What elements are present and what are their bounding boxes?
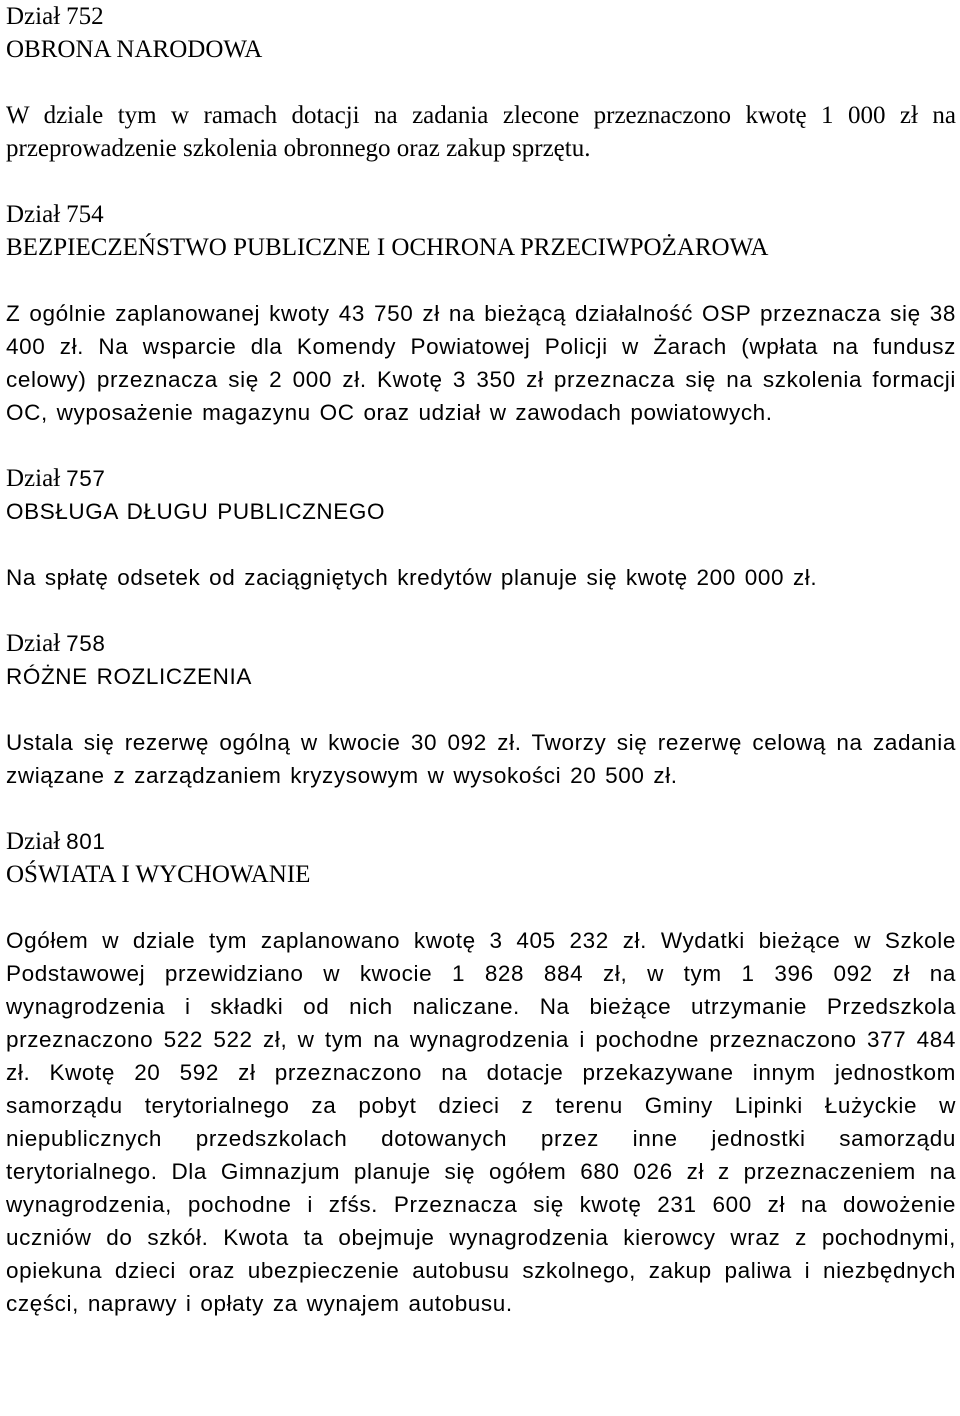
section-number: 752 bbox=[66, 3, 104, 30]
section-title: OBRONA NARODOWA bbox=[6, 36, 263, 63]
paragraph-text: Ogółem w dziale tym zaplanowano kwotę 3 405 232 zł. Wydatki bieżące w Szkole Podstawowej przewidziano w kwocie 1 828 884 zł, w tym 1 396 092 zł na wynagrodzenia i składki od nich naliczane. Na bieżące utrzymanie Przedszkola przeznaczono 522 522 zł, w tym na wynagrodzenia i pochodne przeznaczono 377 484 zł. Kwotę 20 592 zł przeznaczono na dotacje przekazywane innym jednostkom samorządu terytorialnego za pobyt dzieci z terenu Gminy Lipinki Łużyckie w niepublicznych przedszkolach dotowanych przez inne jednostki samorządu terytorialnego. Dla Gimnazjum planuje się ogółem 680 026 zł z przeznaczeniem na wynagrodzenia, pochodne i zfśs. Przeznacza się kwotę 231 600 zł na dowożenie uczniów do szkół. Kwota ta obejmuje wynagrodzenia kierowcy wraz z pochodnymi, opiekuna dzieci oraz ubezpieczenie autobusu szkolnego, zakup paliwa i niezbędnych części, naprawy i opłaty za wynajem autobusu. bbox=[6, 928, 956, 1316]
section-754 bbox=[6, 198, 956, 462]
section-heading-number bbox=[6, 0, 956, 33]
paragraph-text: W dziale tym w ramach dotacji na zadania zlecone przeznaczono kwotę 1 000 zł na przeprowadzenie szkolenia obronnego oraz zakup sprzętu. bbox=[6, 102, 956, 162]
section-paragraph bbox=[6, 99, 956, 165]
section-paragraph bbox=[6, 561, 956, 594]
section-paragraph bbox=[6, 297, 956, 429]
document-page bbox=[6, 0, 956, 1320]
section-paragraph bbox=[6, 924, 956, 1320]
section-758 bbox=[6, 627, 956, 825]
paragraph-text: Z ogólnie zaplanowanej kwoty 43 750 zł na bieżącą działalność OSP przeznacza się 38 400 zł. bbox=[6, 301, 956, 359]
section-heading-number bbox=[6, 462, 956, 495]
section-number: 754 bbox=[66, 201, 104, 228]
section-title: OBSŁUGA DŁUGU PUBLICZNEGO bbox=[6, 499, 386, 524]
section-heading-number bbox=[6, 825, 956, 858]
section-label: Dział bbox=[6, 201, 61, 228]
paragraph-text: Na wsparcie dla Komendy Powiatowej Policji w Żarach (wpłata na fundusz celowy) przeznacza się 2 000 zł. Kwotę 3 350 zł przeznacza się na szkolenia formacji OC, wyposażenie magazynu OC oraz udział w zawodach powiatowych. bbox=[6, 334, 957, 425]
section-label: Dział bbox=[6, 465, 61, 492]
paragraph-text: Na spłatę odsetek od zaciągniętych kredytów planuje się kwotę 200 000 zł. bbox=[6, 565, 818, 590]
section-number: 758 bbox=[66, 631, 106, 656]
section-801 bbox=[6, 825, 956, 1320]
section-heading-number bbox=[6, 627, 956, 660]
section-paragraph bbox=[6, 726, 956, 792]
section-title: BEZPIECZEŃSTWO PUBLICZNE I OCHRONA PRZECIWPOŻAROWA bbox=[6, 234, 769, 261]
section-heading-number bbox=[6, 198, 956, 231]
paragraph-text: Ustala się rezerwę ogólną w kwocie 30 092 zł. Tworzy się rezerwę celową na zadania związane z zarządzaniem kryzysowym w wysokości 20 500 zł. bbox=[6, 730, 956, 788]
section-757 bbox=[6, 462, 956, 627]
section-title: RÓŻNE ROZLICZENIA bbox=[6, 664, 252, 689]
section-number: 757 bbox=[66, 466, 106, 491]
section-label: Dział bbox=[6, 3, 61, 30]
section-752 bbox=[6, 0, 956, 198]
section-label: Dział bbox=[6, 828, 61, 855]
section-number: 801 bbox=[66, 829, 106, 854]
section-title: OŚWIATA I WYCHOWANIE bbox=[6, 861, 311, 888]
section-label: Dział bbox=[6, 630, 61, 657]
